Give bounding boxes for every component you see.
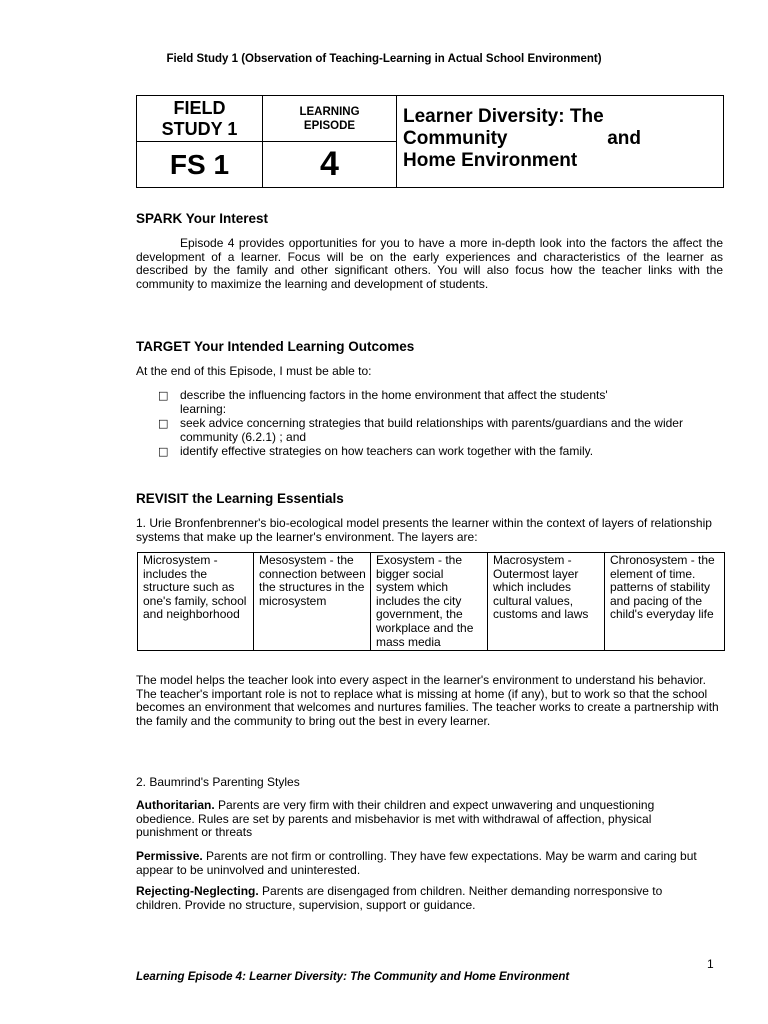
episode-title-word-and: and xyxy=(607,128,641,149)
outcome-item xyxy=(136,389,724,416)
spark-paragraph: Episode 4 provides opportunities for you to have a more in-depth look into the factors the affect the development of a learner. Focus will be on the early experiences and characteristics of the learner as described by the family and other significant others. You will also focus how the teacher links with the community to maximize the learning and development of students. xyxy=(136,236,723,291)
style-description: Parents are not firm or controlling. They have few expectations. May be warm and caring but appear to be uninvolved and uninterested. xyxy=(136,849,697,877)
layer-mesosystem: Mesosystem - the connection between the structures in the microsystem xyxy=(254,553,371,651)
learning-episode-label xyxy=(263,96,397,142)
outcome-item xyxy=(136,417,724,444)
episode-title-line1: Learner Diversity: The xyxy=(403,106,604,127)
baumrind-heading: 2. Baumrind's Parenting Styles xyxy=(136,775,300,789)
spark-heading: SPARK Your Interest xyxy=(136,211,269,226)
layer-exosystem: Exosystem - the bigger social system which includes the city government, the workplace and the mass media xyxy=(371,553,488,651)
ecological-layers-table xyxy=(137,552,725,651)
learning-episode-line1: LEARNING xyxy=(299,105,360,118)
revisit-heading: REVISIT the Learning Essentials xyxy=(136,491,344,506)
checkbox-bullet-icon: □ xyxy=(158,445,169,459)
outcome-text: seek advice concerning strategies that build relationships with parents/guardians and the wider community (6.2.1) ; and xyxy=(180,416,683,444)
episode-title xyxy=(397,96,724,188)
layer-macrosystem: Macrosystem - Outermost layer which includes cultural values, customs and laws xyxy=(488,553,605,651)
episode-title-word-community: Community xyxy=(403,128,508,149)
style-term: Permissive. xyxy=(136,849,203,863)
style-term: Authoritarian. xyxy=(136,798,215,812)
field-study-line2: STUDY 1 xyxy=(161,118,238,139)
page-header: Field Study 1 (Observation of Teaching-Learning in Actual School Environment) xyxy=(166,53,602,65)
outcome-text: identify effective strategies on how teachers can work together with the family. xyxy=(180,444,594,459)
episode-number: 4 xyxy=(263,142,397,188)
style-description: Parents are disengaged from children. Neither demanding norresponsive to children. Provide no structure, supervision, support or guidance. xyxy=(136,884,663,912)
style-rejecting-neglecting xyxy=(136,885,676,912)
target-intro: At the end of this Episode, I must be able to: xyxy=(136,364,372,378)
model-paragraph: The model helps the teacher look into every aspect in the learner's environment to understand his behavior. The teacher's important role is not to replace what is missing at home (if any), but to work so that the school becomes an environment that welcomes and nurtures families. The teacher works to create a partnership with the family and the community to bring out the best in every learner. xyxy=(136,673,719,728)
episode-title-box xyxy=(136,95,724,188)
page-number: 1 xyxy=(707,957,714,971)
layer-chronosystem: Chronosystem - the element of time. patterns of stability and pacing of the child's everyday life xyxy=(605,553,725,651)
target-heading: TARGET Your Intended Learning Outcomes xyxy=(136,339,415,354)
checkbox-bullet-icon: □ xyxy=(158,389,169,402)
episode-title-line3: Home Environment xyxy=(403,150,578,171)
outcome-item xyxy=(136,445,724,459)
style-permissive xyxy=(136,850,724,877)
page-footer: Learning Episode 4: Learner Diversity: The Community and Home Environment xyxy=(136,971,570,983)
outcome-text: describe the influencing factors in the home environment that affect the students' learning: xyxy=(180,388,608,416)
bronfenbrenner-intro: 1. Urie Bronfenbrenner's bio-ecological model presents the learner within the context of layers of relationship systems that make up the learner's environment. The layers are: xyxy=(136,516,712,544)
field-study-label xyxy=(137,96,263,142)
style-authoritarian xyxy=(136,799,716,840)
outcomes-list xyxy=(136,389,724,460)
style-term: Rejecting-Neglecting. xyxy=(136,884,259,898)
episode-title-line2 xyxy=(403,128,641,150)
checkbox-bullet-icon: □ xyxy=(158,417,169,431)
field-study-line1: FIELD xyxy=(173,97,226,118)
fs-code: FS 1 xyxy=(137,142,263,188)
learning-episode-line2: EPISODE xyxy=(303,119,356,132)
layer-microsystem: Microsystem - includes the structure such as one's family, school and neighborhood xyxy=(138,553,254,651)
style-description: Parents are very firm with their children and expect unwavering and unquestioning obedience. Rules are set by parents and misbehavior is met with withdrawal of affection, physical punishment or threats xyxy=(136,798,655,840)
